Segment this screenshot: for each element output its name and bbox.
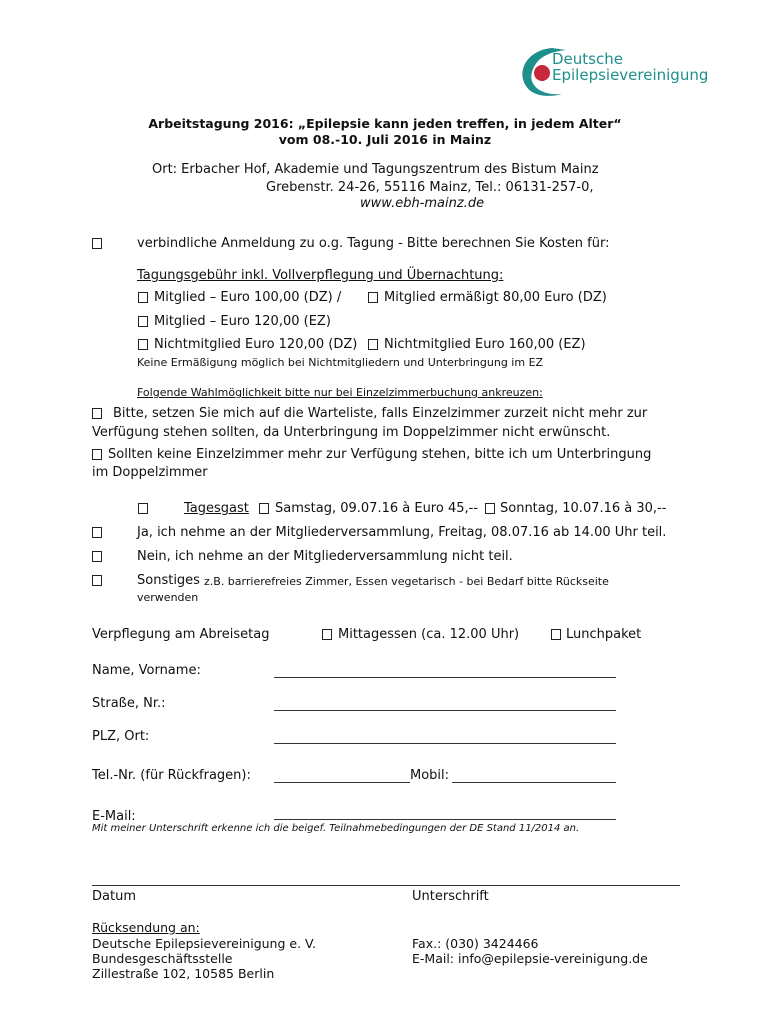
org-address: Zillestraße 102, 10585 Berlin [92, 966, 275, 981]
event-dates: vom 08.-10. Juli 2016 in Mainz [278, 132, 492, 147]
saturday-label: Samstag, 09.07.16 à Euro 45,-- [275, 501, 479, 516]
return-heading: Rücksendung an: [92, 920, 200, 935]
day-guest-checkbox[interactable] [138, 503, 148, 514]
member-dz-label: Mitglied – Euro 100,00 (DZ) / [154, 290, 342, 305]
other-label: Sonstiges [137, 573, 200, 588]
street-field[interactable] [274, 710, 616, 711]
lunch-label: Mittagessen (ca. 12.00 Uhr) [338, 627, 520, 642]
city-field[interactable] [274, 743, 616, 744]
venue-link[interactable]: www.ebh-mainz.de [360, 196, 485, 211]
event-title: Arbeitstagung 2016: „Epilepsie kann jeden treffen, in jedem Alter“ [148, 116, 622, 131]
no-reduction-note: Keine Ermäßigung möglich bei Nichtmitgliedern und Unterbringung im EZ [137, 356, 544, 369]
nonmember-ez-checkbox[interactable] [368, 339, 378, 350]
lunch-checkbox[interactable] [322, 629, 332, 640]
other-hint-2: verwenden [137, 591, 199, 604]
contact-email[interactable]: E-Mail: info@epilepsie-vereinigung.de [412, 951, 648, 966]
consent-text: Mit meiner Unterschrift erkenne ich die beigef. Teilnahmebedingungen der DE Stand 11/2014 an. [92, 823, 580, 834]
saturday-checkbox[interactable] [259, 503, 269, 514]
packed-lunch-checkbox[interactable] [551, 629, 561, 640]
assembly-no-checkbox[interactable] [92, 551, 102, 562]
registration-checkbox[interactable] [92, 238, 102, 249]
sunday-checkbox[interactable] [485, 503, 495, 514]
venue-line: Ort: Erbacher Hof, Akademie und Tagungszentrum des Bistum Mainz [152, 162, 599, 177]
double-room-text: Sollten keine Einzelzimmer mehr zur Verfügung stehen, bitte ich um Unterbringung [108, 447, 652, 462]
nonmember-dz-label: Nichtmitglied Euro 120,00 (DZ) [154, 337, 358, 352]
signature-label: Unterschrift [412, 889, 489, 904]
phone-field[interactable] [274, 782, 410, 783]
assembly-no-label: Nein, ich nehme an der Mitgliederversammlung nicht teil. [137, 549, 513, 564]
waitlist-checkbox[interactable] [92, 408, 102, 419]
signature-line[interactable] [92, 885, 680, 886]
assembly-yes-label: Ja, ich nehme an der Mitgliederversammlung, Freitag, 08.07.16 ab 14.00 Uhr teil. [137, 525, 667, 540]
waitlist-text: Bitte, setzen Sie mich auf die Warteliste, falls Einzelzimmer zurzeit nicht mehr zur [113, 406, 648, 421]
single-room-heading: Folgende Wahlmöglichkeit bitte nur bei Einzelzimmerbuchung ankreuzen: [137, 386, 543, 399]
org-name: Deutsche Epilepsievereinigung e. V. [92, 936, 316, 951]
street-label: Straße, Nr.: [92, 696, 166, 711]
mobile-label: Mobil: [410, 768, 450, 783]
member-ez-checkbox[interactable] [138, 316, 148, 327]
member-reduced-label: Mitglied ermäßigt 80,00 Euro (DZ) [384, 290, 607, 305]
double-room-text-2: im Doppelzimmer [92, 465, 208, 480]
other-hint: z.B. barrierefreies Zimmer, Essen vegetarisch - bei Bedarf bitte Rückseite [204, 575, 609, 588]
venue-address: Grebenstr. 24-26, 55116 Mainz, Tel.: 06131-257-0, [266, 180, 594, 195]
member-dz-checkbox[interactable] [138, 292, 148, 303]
email-label: E-Mail: [92, 809, 136, 824]
city-label: PLZ, Ort: [92, 729, 150, 744]
email-field[interactable] [274, 819, 616, 820]
date-label: Datum [92, 889, 136, 904]
member-ez-label: Mitglied – Euro 120,00 (EZ) [154, 314, 331, 329]
phone-label: Tel.-Nr. (für Rückfragen): [92, 768, 251, 783]
nonmember-dz-checkbox[interactable] [138, 339, 148, 350]
name-field[interactable] [274, 677, 616, 678]
logo-text-line2: Epilepsievereinigung [552, 66, 709, 84]
registration-label: verbindliche Anmeldung zu o.g. Tagung - Bitte berechnen Sie Kosten für: [137, 236, 610, 251]
fax-number: Fax.: (030) 3424466 [412, 936, 539, 951]
member-reduced-checkbox[interactable] [368, 292, 378, 303]
logo-text-line1: Deutsche [552, 50, 623, 68]
other-checkbox[interactable] [92, 575, 102, 586]
name-label: Name, Vorname: [92, 663, 201, 678]
fee-heading: Tagungsgebühr inkl. Vollverpflegung und Übernachtung: [137, 268, 504, 283]
org-office: Bundesgeschäftsstelle [92, 951, 233, 966]
sunday-label: Sonntag, 10.07.16 à 30,-- [500, 501, 667, 516]
nonmember-ez-label: Nichtmitglied Euro 160,00 (EZ) [384, 337, 586, 352]
catering-label: Verpflegung am Abreisetag [92, 627, 270, 642]
waitlist-text-2: Verfügung stehen sollten, da Unterbringung im Doppelzimmer nicht erwünscht. [92, 425, 611, 440]
day-guest-label: Tagesgast [184, 501, 249, 516]
mobile-field[interactable] [452, 782, 616, 783]
packed-lunch-label: Lunchpaket [566, 627, 642, 642]
assembly-yes-checkbox[interactable] [92, 527, 102, 538]
double-room-checkbox[interactable] [92, 449, 102, 460]
